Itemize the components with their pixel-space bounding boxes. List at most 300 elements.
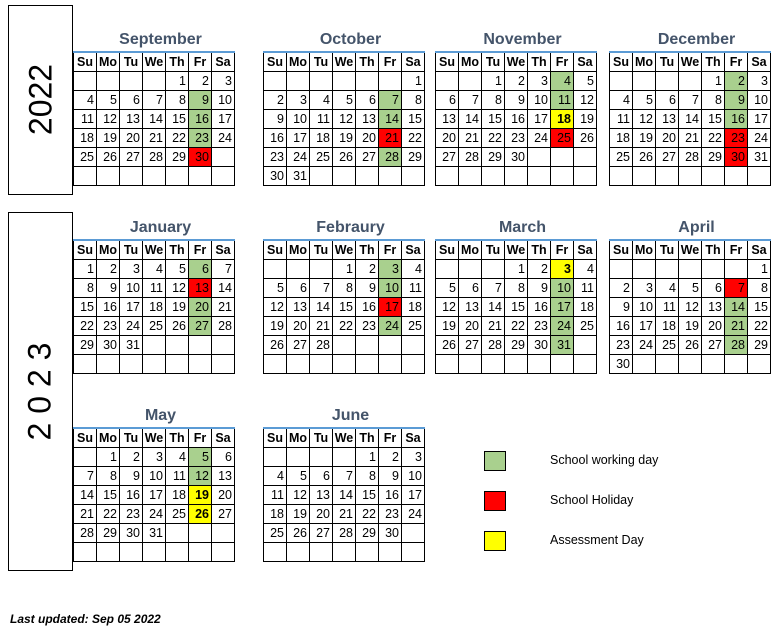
day-cell: 13: [287, 298, 310, 317]
day-cell: 10: [748, 91, 771, 110]
day-cell: 10: [551, 279, 574, 298]
day-cell: 6: [702, 279, 725, 298]
day-cell: 20: [212, 486, 235, 505]
legend-label-assessment: Assessment Day: [550, 533, 644, 547]
week-row: [264, 298, 425, 317]
week-row: [436, 336, 597, 355]
day-cell: 15: [702, 110, 725, 129]
week-row: [610, 148, 771, 167]
year-box-2023: [8, 212, 73, 571]
day-cell: 3: [748, 72, 771, 91]
day-cell: [505, 355, 528, 374]
day-cell: 19: [679, 317, 702, 336]
day-cell: 18: [574, 298, 597, 317]
weekday-header: Th: [356, 428, 379, 448]
week-row: [74, 298, 235, 317]
day-cell: [97, 72, 120, 91]
day-cell: 14: [725, 298, 748, 317]
week-row: [74, 505, 235, 524]
day-cell: 10: [143, 467, 166, 486]
day-cell: 11: [166, 467, 189, 486]
weekday-header: We: [143, 428, 166, 448]
day-cell: 26: [264, 336, 287, 355]
week-row: [436, 317, 597, 336]
day-cell: 15: [482, 110, 505, 129]
day-cell: 6: [189, 260, 212, 279]
day-cell: [482, 260, 505, 279]
day-cell: 30: [610, 355, 633, 374]
day-cell: 21: [482, 317, 505, 336]
day-cell: [333, 543, 356, 562]
weekday-header: Su: [264, 52, 287, 72]
week-row: [264, 148, 425, 167]
day-cell: 2: [120, 448, 143, 467]
day-cell: 10: [120, 279, 143, 298]
day-cell: 26: [436, 336, 459, 355]
day-cell: [551, 355, 574, 374]
day-cell: 28: [333, 524, 356, 543]
week-row: [264, 110, 425, 129]
day-cell: 23: [610, 336, 633, 355]
weekday-header-row: [436, 240, 597, 260]
week-row: [264, 317, 425, 336]
day-cell: 6: [459, 279, 482, 298]
day-cell: [264, 543, 287, 562]
day-cell: 14: [333, 486, 356, 505]
day-cell: 14: [459, 110, 482, 129]
day-cell: 10: [633, 298, 656, 317]
day-cell: [702, 167, 725, 186]
weekday-header-row: [610, 52, 771, 72]
day-cell: [166, 336, 189, 355]
day-cell: 23: [97, 317, 120, 336]
day-cell: [287, 543, 310, 562]
day-cell: 8: [748, 279, 771, 298]
day-cell: 26: [574, 129, 597, 148]
week-row: [610, 129, 771, 148]
week-row: [264, 336, 425, 355]
day-cell: 23: [725, 129, 748, 148]
day-cell: 3: [633, 279, 656, 298]
day-cell: 17: [212, 110, 235, 129]
day-cell: [287, 448, 310, 467]
day-cell: 16: [379, 486, 402, 505]
day-cell: 17: [120, 298, 143, 317]
day-cell: 11: [264, 486, 287, 505]
day-cell: 24: [120, 317, 143, 336]
day-cell: [212, 336, 235, 355]
weekday-header: Th: [356, 240, 379, 260]
day-cell: 18: [402, 298, 425, 317]
week-row: [610, 110, 771, 129]
day-cell: 28: [725, 336, 748, 355]
week-row: [436, 72, 597, 91]
legend-label-holiday: School Holiday: [550, 493, 634, 507]
day-cell: [482, 167, 505, 186]
day-cell: 25: [551, 129, 574, 148]
day-cell: 3: [287, 91, 310, 110]
day-cell: 19: [574, 110, 597, 129]
day-cell: 12: [333, 110, 356, 129]
day-cell: 29: [97, 524, 120, 543]
day-cell: 28: [679, 148, 702, 167]
day-cell: 5: [574, 72, 597, 91]
weekday-header-row: [264, 52, 425, 72]
day-cell: 27: [702, 336, 725, 355]
day-cell: 15: [166, 110, 189, 129]
weekday-header: Sa: [748, 52, 771, 72]
day-cell: 28: [212, 317, 235, 336]
month-grid: [263, 427, 425, 562]
weekday-header: Tu: [656, 240, 679, 260]
day-cell: 2: [505, 72, 528, 91]
day-cell: 5: [264, 279, 287, 298]
day-cell: [166, 355, 189, 374]
day-cell: 5: [287, 467, 310, 486]
day-cell: [189, 524, 212, 543]
day-cell: 20: [436, 129, 459, 148]
day-cell: 13: [356, 110, 379, 129]
weekday-header: Th: [528, 240, 551, 260]
day-cell: 6: [310, 467, 333, 486]
weekday-header: We: [679, 52, 702, 72]
day-cell: 4: [551, 72, 574, 91]
day-cell: [333, 167, 356, 186]
day-cell: [120, 167, 143, 186]
day-cell: 23: [189, 129, 212, 148]
month-title: November: [483, 31, 562, 48]
day-cell: 29: [505, 336, 528, 355]
day-cell: [551, 167, 574, 186]
day-cell: 15: [748, 298, 771, 317]
day-cell: [310, 167, 333, 186]
month-title: December: [657, 31, 736, 48]
day-cell: [74, 355, 97, 374]
day-cell: 9: [610, 298, 633, 317]
day-cell: 24: [287, 148, 310, 167]
day-cell: 14: [212, 279, 235, 298]
day-cell: [436, 260, 459, 279]
day-cell: 17: [402, 486, 425, 505]
day-cell: 22: [74, 317, 97, 336]
day-cell: 7: [310, 279, 333, 298]
day-cell: 20: [656, 129, 679, 148]
weekday-header: Tu: [656, 52, 679, 72]
day-cell: [528, 167, 551, 186]
month-grid: [263, 239, 425, 374]
day-cell: [97, 355, 120, 374]
weekday-header: Tu: [310, 428, 333, 448]
day-cell: 29: [702, 148, 725, 167]
day-cell: [402, 167, 425, 186]
day-cell: 11: [574, 279, 597, 298]
day-cell: [725, 260, 748, 279]
day-cell: 7: [143, 91, 166, 110]
day-cell: [402, 524, 425, 543]
day-cell: 17: [528, 110, 551, 129]
day-cell: 31: [120, 336, 143, 355]
day-cell: 23: [356, 317, 379, 336]
day-cell: 17: [633, 317, 656, 336]
day-cell: 3: [528, 72, 551, 91]
day-cell: [725, 167, 748, 186]
day-cell: [143, 72, 166, 91]
month-grid: [73, 239, 235, 374]
day-cell: 9: [356, 279, 379, 298]
day-cell: 7: [379, 91, 402, 110]
day-cell: [610, 72, 633, 91]
weekday-header: Sa: [212, 52, 235, 72]
day-cell: [402, 543, 425, 562]
day-cell: 11: [610, 110, 633, 129]
day-cell: [356, 336, 379, 355]
weekday-header: Su: [436, 52, 459, 72]
day-cell: 8: [74, 279, 97, 298]
day-cell: 22: [333, 317, 356, 336]
day-cell: 11: [74, 110, 97, 129]
day-cell: 20: [459, 317, 482, 336]
weekday-header-row: [74, 52, 235, 72]
day-cell: [333, 72, 356, 91]
day-cell: 4: [574, 260, 597, 279]
day-cell: 7: [679, 91, 702, 110]
day-cell: [356, 355, 379, 374]
day-cell: 12: [97, 110, 120, 129]
month-title: May: [144, 407, 177, 424]
day-cell: [356, 167, 379, 186]
day-cell: 1: [702, 72, 725, 91]
day-cell: 21: [679, 129, 702, 148]
day-cell: 30: [264, 167, 287, 186]
day-cell: 27: [120, 148, 143, 167]
weekday-header: Fr: [551, 240, 574, 260]
week-row: [74, 448, 235, 467]
day-cell: [656, 72, 679, 91]
day-cell: 8: [702, 91, 725, 110]
day-cell: 9: [97, 279, 120, 298]
day-cell: 13: [189, 279, 212, 298]
weekday-header: Su: [264, 428, 287, 448]
week-row: [610, 298, 771, 317]
week-row: [74, 355, 235, 374]
weekday-header: Su: [74, 52, 97, 72]
day-cell: 13: [310, 486, 333, 505]
day-cell: 18: [74, 129, 97, 148]
day-cell: 25: [264, 524, 287, 543]
weekday-header: We: [505, 52, 528, 72]
day-cell: 19: [333, 129, 356, 148]
day-cell: 29: [166, 148, 189, 167]
day-cell: [379, 167, 402, 186]
day-cell: 27: [287, 336, 310, 355]
weekday-header: Sa: [402, 52, 425, 72]
legend-label-working-day: School working day: [550, 453, 659, 467]
week-row: [436, 110, 597, 129]
day-cell: 7: [333, 467, 356, 486]
day-cell: 8: [97, 467, 120, 486]
day-cell: 12: [633, 110, 656, 129]
legend-swatch-holiday: [484, 491, 506, 511]
day-cell: 6: [656, 91, 679, 110]
weekday-header: Th: [166, 52, 189, 72]
day-cell: 21: [333, 505, 356, 524]
day-cell: 9: [379, 467, 402, 486]
day-cell: [551, 148, 574, 167]
day-cell: 4: [610, 91, 633, 110]
day-cell: [505, 167, 528, 186]
week-row: [264, 467, 425, 486]
day-cell: [120, 543, 143, 562]
day-cell: 27: [356, 148, 379, 167]
weekday-header: Tu: [120, 52, 143, 72]
day-cell: [436, 72, 459, 91]
day-cell: 5: [679, 279, 702, 298]
weekday-header: We: [333, 428, 356, 448]
day-cell: 20: [287, 317, 310, 336]
week-row: [264, 543, 425, 562]
month-title: January: [129, 219, 192, 236]
day-cell: 27: [656, 148, 679, 167]
day-cell: 2: [610, 279, 633, 298]
day-cell: [379, 543, 402, 562]
day-cell: [356, 72, 379, 91]
weekday-header-row: [264, 240, 425, 260]
day-cell: 20: [189, 298, 212, 317]
day-cell: [402, 355, 425, 374]
day-cell: 21: [459, 129, 482, 148]
day-cell: 29: [402, 148, 425, 167]
month-september-2022: [73, 29, 248, 199]
day-cell: 15: [505, 298, 528, 317]
day-cell: 26: [633, 148, 656, 167]
day-cell: 11: [402, 279, 425, 298]
day-cell: 16: [356, 298, 379, 317]
day-cell: [333, 355, 356, 374]
day-cell: 8: [505, 279, 528, 298]
day-cell: 22: [166, 129, 189, 148]
day-cell: 22: [402, 129, 425, 148]
weekday-header: We: [505, 240, 528, 260]
weekday-header: Fr: [189, 240, 212, 260]
day-cell: 9: [505, 91, 528, 110]
month-june-2023: [263, 405, 438, 575]
day-cell: 4: [310, 91, 333, 110]
day-cell: 29: [356, 524, 379, 543]
day-cell: [459, 260, 482, 279]
weekday-header: Th: [166, 428, 189, 448]
day-cell: 12: [189, 467, 212, 486]
day-cell: 20: [120, 129, 143, 148]
day-cell: [725, 355, 748, 374]
day-cell: [379, 355, 402, 374]
day-cell: [436, 167, 459, 186]
day-cell: 11: [310, 110, 333, 129]
month-grid: [435, 239, 597, 374]
day-cell: 27: [310, 524, 333, 543]
day-cell: 17: [748, 110, 771, 129]
day-cell: [264, 355, 287, 374]
weekday-header: Fr: [379, 240, 402, 260]
day-cell: 9: [120, 467, 143, 486]
weekday-header: Th: [166, 240, 189, 260]
day-cell: 9: [725, 91, 748, 110]
day-cell: 16: [528, 298, 551, 317]
day-cell: [189, 167, 212, 186]
day-cell: 22: [505, 317, 528, 336]
day-cell: [379, 336, 402, 355]
week-row: [610, 167, 771, 186]
day-cell: 14: [74, 486, 97, 505]
week-row: [436, 355, 597, 374]
day-cell: 26: [287, 524, 310, 543]
month-grid: [73, 427, 235, 562]
day-cell: 25: [310, 148, 333, 167]
day-cell: [679, 72, 702, 91]
day-cell: 23: [505, 129, 528, 148]
day-cell: [143, 355, 166, 374]
weekday-header: Sa: [212, 428, 235, 448]
weekday-header: Th: [702, 240, 725, 260]
day-cell: [74, 167, 97, 186]
weekday-header: Sa: [402, 240, 425, 260]
day-cell: 12: [287, 486, 310, 505]
week-row: [264, 524, 425, 543]
weekday-header-row: [74, 240, 235, 260]
day-cell: 19: [264, 317, 287, 336]
day-cell: 8: [333, 279, 356, 298]
day-cell: 1: [356, 448, 379, 467]
day-cell: [189, 543, 212, 562]
month-title: April: [678, 219, 715, 236]
day-cell: 30: [725, 148, 748, 167]
weekday-header: Mo: [633, 240, 656, 260]
week-row: [264, 129, 425, 148]
day-cell: 12: [436, 298, 459, 317]
day-cell: [74, 448, 97, 467]
weekday-header: Tu: [120, 240, 143, 260]
day-cell: [166, 167, 189, 186]
day-cell: 21: [379, 129, 402, 148]
week-row: [74, 317, 235, 336]
day-cell: 7: [482, 279, 505, 298]
month-title: September: [119, 31, 202, 48]
day-cell: [97, 167, 120, 186]
day-cell: 6: [356, 91, 379, 110]
day-cell: 24: [379, 317, 402, 336]
day-cell: 2: [725, 72, 748, 91]
day-cell: 25: [656, 336, 679, 355]
day-cell: 16: [505, 110, 528, 129]
day-cell: [143, 167, 166, 186]
week-row: [264, 355, 425, 374]
day-cell: 23: [528, 317, 551, 336]
day-cell: 26: [333, 148, 356, 167]
day-cell: 17: [287, 129, 310, 148]
day-cell: 13: [656, 110, 679, 129]
day-cell: 5: [436, 279, 459, 298]
day-cell: [748, 355, 771, 374]
day-cell: 7: [459, 91, 482, 110]
weekday-header: Fr: [725, 52, 748, 72]
day-cell: [212, 524, 235, 543]
last-updated-note: Last updated: Sep 05 2022: [10, 612, 161, 626]
month-january-2023: [73, 217, 248, 387]
week-row: [264, 279, 425, 298]
day-cell: 18: [143, 298, 166, 317]
weekday-header: We: [143, 52, 166, 72]
day-cell: [679, 355, 702, 374]
day-cell: [574, 148, 597, 167]
